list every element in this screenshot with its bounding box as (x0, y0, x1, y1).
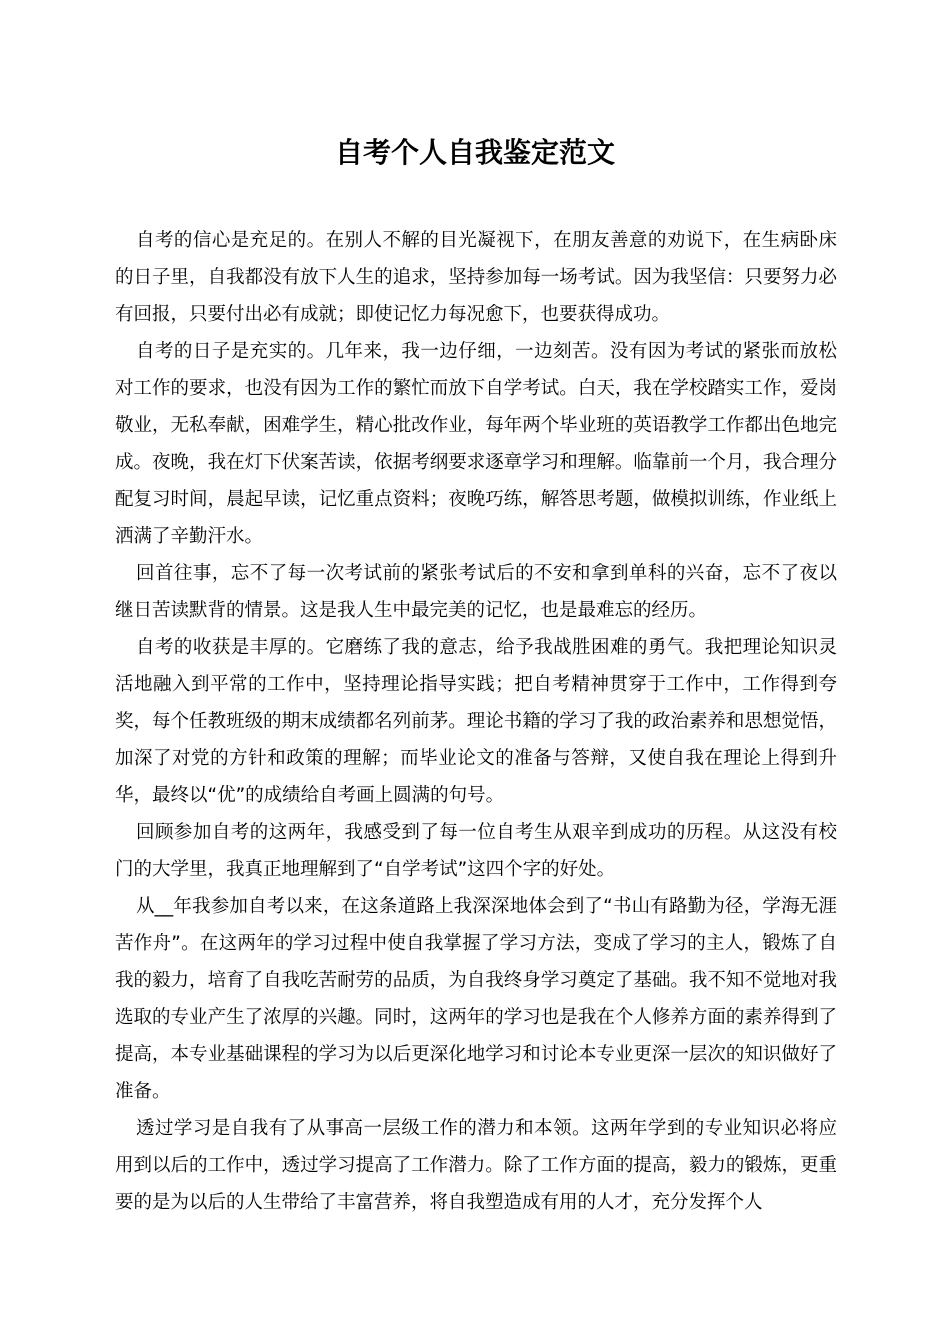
paragraph-1: 自考的信心是充足的。在别人不解的目光凝视下，在朋友善意的劝说下，在生病卧床的日子里，自我都没有放下人生的追求，坚持参加每一场考试。因为我坚信：只要努力必有回报，只要付出必有成就；即使记忆力每况愈下，也要获得成功。 (115, 230, 837, 325)
document-title: 自考个人自我鉴定范文 (334, 136, 615, 169)
document-body (115, 222, 837, 1221)
paragraph-6: 从__年我参加自考以来，在这条道路上我深深地体会到了“书山有路勤为径，学海无涯苦作舟”。在这两年的学习过程中使自我掌握了学习方法，变成了学习的主人，锻炼了自我的毅力，培育了自我吃苦耐劳的品质，为自我终身学习奠定了基础。我不知不觉地对我选取的专业产生了浓厚的兴趣。同时，这两年的学习也是我在个人修养方面的素养得到了提高，本专业基础课程的学习为以后更深化地学习和讨论本专业更深一层次的知识做好了准备。 (115, 896, 837, 1102)
paragraph-7: 透过学习是自我有了从事高一层级工作的潜力和本领。这两年学到的专业知识必将应用到以后的工作中，透过学习提高了工作潜力。除了工作方面的提高，毅力的锻炼，更重要的是为以后的人生带给了丰富营养，将自我塑造成有用的人才，充分发挥个人 (115, 1118, 837, 1213)
paragraph-5: 回顾参加自考的这两年，我感受到了每一位自考生从艰辛到成功的历程。从这没有校门的大学里，我真正地理解到了“自学考试”这四个字的好处。 (115, 822, 837, 880)
paragraph-2: 自考的日子是充实的。几年来，我一边仔细，一边刻苦。没有因为考试的紧张而放松对工作的要求，也没有因为工作的繁忙而放下自学考试。白天，我在学校踏实工作，爱岗敬业，无私奉献，困难学生，精心批改作业，每年两个毕业班的英语教学工作都出色地完成。夜晚，我在灯下伏案苦读，依据考纲要求逐章学习和理解。临靠前一个月，我合理分配复习时间，晨起早读，记忆重点资料；夜晚巧练，解答思考题，做模拟训练，作业纸上洒满了辛勤汗水。 (115, 341, 837, 547)
paragraph-3: 回首往事，忘不了每一次考试前的紧张考试后的不安和拿到单科的兴奋，忘不了夜以继日苦读默背的情景。这是我人生中最完美的记忆，也是最难忘的经历。 (115, 563, 837, 621)
paragraph-4: 自考的收获是丰厚的。它磨练了我的意志，给予我战胜困难的勇气。我把理论知识灵活地融入到平常的工作中，坚持理论指导实践；把自考精神贯穿于工作中，工作得到夸奖，每个任教班级的期末成绩都名列前茅。理论书籍的学习了我的政治素养和思想觉悟，加深了对党的方针和政策的理解；而毕业论文的准备与答辩，又使自我在理论上得到升华，最终以“优”的成绩给自考画上圆满的句号。 (115, 637, 837, 806)
